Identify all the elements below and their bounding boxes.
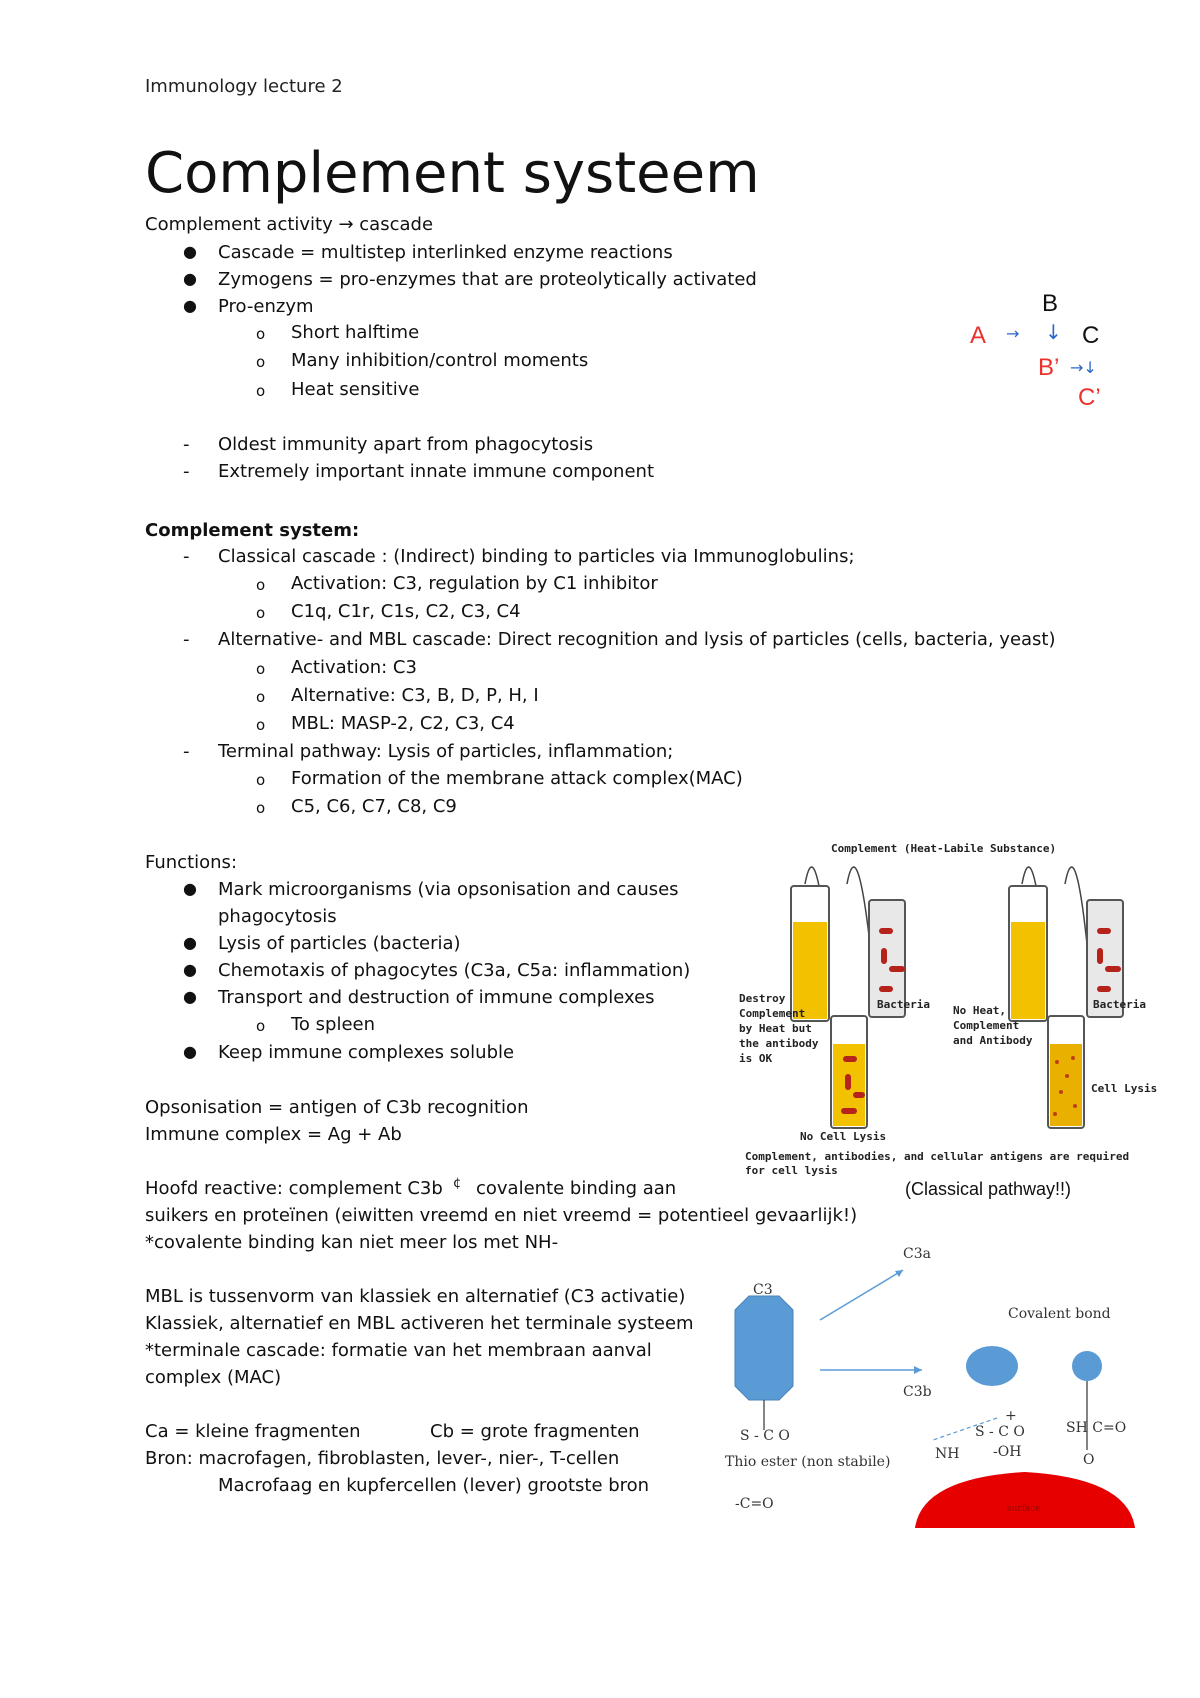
paragraph-text: Klassiek, alternatief en MBL activeren het terminale systeem xyxy=(145,1313,694,1334)
list-item: Extremely important innate immune component xyxy=(218,461,655,482)
dash-icon: - xyxy=(183,629,190,650)
paragraph-text: *terminale cascade: formatie van het membraan aanval xyxy=(145,1340,652,1361)
dash-icon: - xyxy=(183,461,190,482)
list-item: Classical cascade : (Indirect) binding to particles via Immunoglobulins; xyxy=(218,546,855,567)
tube-label: by Heat but xyxy=(739,1022,812,1035)
covalent-bond-label: Covalent bond xyxy=(1008,1306,1111,1322)
list-item: Keep immune complexes soluble xyxy=(218,1042,515,1063)
dash-icon: - xyxy=(183,741,190,762)
sub-bullet-icon: o xyxy=(256,688,266,706)
paragraph-text: Macrofaag en kupfercellen (lever) grootste bron xyxy=(218,1475,650,1496)
list-item: Mark microorganisms (via opsonisation and causes xyxy=(218,879,679,900)
list-item: C5, C6, C7, C8, C9 xyxy=(291,796,457,817)
list-item: Zymogens = pro-enzymes that are proteolytically activated xyxy=(218,269,757,290)
tube-label: is OK xyxy=(739,1052,773,1065)
definition-text: Immune complex = Ag + Ab xyxy=(145,1124,402,1145)
list-item: Alternative: C3, B, D, P, H, I xyxy=(291,685,539,706)
section-heading: Complement system: xyxy=(145,520,360,541)
tube-label: the antibody xyxy=(739,1037,819,1050)
tube-label: Bacteria xyxy=(1093,998,1146,1011)
section-heading: Functions: xyxy=(145,852,238,873)
list-item: Cascade = multistep interlinked enzyme reactions xyxy=(218,242,673,263)
sub-bullet-icon: o xyxy=(256,382,266,400)
c3-figure xyxy=(715,1240,1135,1530)
oxygen-atom: O xyxy=(1083,1452,1095,1468)
reaction-formula: S - C O xyxy=(975,1424,1025,1440)
arrow-right-icon: → xyxy=(1006,324,1020,343)
list-item: Pro-enzym xyxy=(218,296,314,317)
list-item: C1q, C1r, C1s, C2, C3, C4 xyxy=(291,601,521,622)
sub-bullet-icon: o xyxy=(256,353,266,371)
paragraph-text: complex (MAC) xyxy=(145,1367,282,1388)
list-item: Terminal pathway: Lysis of particles, inflammation; xyxy=(218,741,674,762)
tube-label: No Heat, xyxy=(953,1004,1006,1017)
arrow-down-icon: ↓ xyxy=(1045,320,1062,344)
tube-label: Destroy xyxy=(739,992,786,1005)
bullet-icon: ● xyxy=(183,296,197,315)
cascade-a: A xyxy=(970,322,987,349)
paragraph-text: MBL is tussenvorm van klassiek en alternatief (C3 activatie) xyxy=(145,1286,686,1307)
bullet-icon: ● xyxy=(183,960,197,979)
arrow-right-down-icon: →↓ xyxy=(1070,358,1097,377)
sub-bullet-icon: o xyxy=(256,576,266,594)
figure-caption: for cell lysis xyxy=(745,1164,838,1177)
paragraph-text: Hoofd reactive: complement C3b xyxy=(145,1178,443,1199)
cascade-c: C xyxy=(1082,322,1100,349)
sub-bullet-icon: o xyxy=(256,799,266,817)
cascade-diagram xyxy=(960,290,1110,420)
list-item: Oldest immunity apart from phagocytosis xyxy=(218,434,594,455)
c3a-label: C3a xyxy=(903,1246,931,1262)
list-item: Transport and destruction of immune complexes xyxy=(218,987,655,1008)
sub-bullet-icon: o xyxy=(256,660,266,678)
dash-icon: - xyxy=(183,434,190,455)
list-item: Activation: C3 xyxy=(291,657,417,678)
tube-figure xyxy=(735,836,1175,1176)
tube-label: Bacteria xyxy=(877,998,930,1011)
list-item: Many inhibition/control moments xyxy=(291,350,589,371)
paragraph-text: covalente binding aan xyxy=(476,1178,677,1199)
list-item: Activation: C3, regulation by C1 inhibitor xyxy=(291,573,658,594)
bullet-icon: ● xyxy=(183,933,197,952)
nh-group: NH xyxy=(935,1446,960,1462)
list-item: MBL: MASP-2, C2, C3, C4 xyxy=(291,713,515,734)
paragraph-text: Bron: macrofagen, fibroblasten, lever-, nier-, T-cellen xyxy=(145,1448,620,1469)
paragraph-text: *covalente binding kan niet meer los met NH- xyxy=(145,1232,559,1253)
list-item: phagocytosis xyxy=(218,906,337,927)
bullet-icon: ● xyxy=(183,242,197,261)
intro-lead: Complement activity → cascade xyxy=(145,214,434,235)
carbonyl-formula: -C=O xyxy=(735,1496,774,1512)
bullet-icon: ● xyxy=(183,1042,197,1061)
paragraph-text: Ca = kleine fragmenten xyxy=(145,1421,361,1442)
thioester-label: Thio ester (non stabile) xyxy=(725,1454,891,1470)
list-item: Formation of the membrane attack complex(MAC) xyxy=(291,768,743,789)
tube-label: No Cell Lysis xyxy=(800,1130,887,1143)
sub-bullet-icon: o xyxy=(256,716,266,734)
c3b-label: C3b xyxy=(903,1384,932,1400)
cent-symbol: ¢ xyxy=(453,1176,462,1191)
c3-label: C3 xyxy=(753,1282,773,1298)
oh-group: -OH xyxy=(993,1444,1022,1460)
paragraph-text: suikers en proteïnen (eiwitten vreemd en niet vreemd = potentieel gevaarlijk!) xyxy=(145,1205,858,1226)
list-item: Short halftime xyxy=(291,322,420,343)
tube-label: Cell Lysis xyxy=(1091,1082,1158,1095)
paragraph-text: Cb = grote fragmenten xyxy=(430,1421,640,1442)
surface-label: surface xyxy=(1007,1504,1041,1514)
document-header: Immunology lecture 2 xyxy=(145,76,343,97)
tube-label: and Antibody xyxy=(953,1034,1033,1047)
bullet-icon: ● xyxy=(183,879,197,898)
bullet-icon: ● xyxy=(183,987,197,1006)
dash-icon: - xyxy=(183,546,190,567)
list-item: Chemotaxis of phagocytes (C3a, C5a: inflammation) xyxy=(218,960,691,981)
cascade-b: B xyxy=(1042,290,1059,317)
sub-bullet-icon: o xyxy=(256,1017,266,1035)
list-item: Heat sensitive xyxy=(291,379,420,400)
list-item: Alternative- and MBL cascade: Direct recognition and lysis of particles (cells, bacteria, yeast) xyxy=(218,629,1056,650)
list-item: Lysis of particles (bacteria) xyxy=(218,933,461,954)
plus-sign: + xyxy=(1005,1408,1017,1424)
tube-label: Complement xyxy=(953,1019,1020,1032)
thioester-formula: S - C O xyxy=(740,1428,790,1444)
list-item: To spleen xyxy=(291,1014,376,1035)
page-title: Complement systeem xyxy=(145,141,760,206)
figure-caption: Complement, antibodies, and cellular antigens are required xyxy=(745,1150,1130,1163)
classical-pathway-label: (Classical pathway!!) xyxy=(905,1179,1072,1199)
sub-bullet-icon: o xyxy=(256,771,266,789)
sub-bullet-icon: o xyxy=(256,325,266,343)
cascade-b-prime: B’ xyxy=(1038,354,1060,381)
definition-text: Opsonisation = antigen of C3b recognition xyxy=(145,1097,529,1118)
tube-label: Complement xyxy=(739,1007,806,1020)
cascade-c-prime: C’ xyxy=(1078,384,1101,411)
bullet-icon: ● xyxy=(183,269,197,288)
figure-title: Complement (Heat-Labile Substance) xyxy=(831,842,1057,855)
sub-bullet-icon: o xyxy=(256,604,266,622)
sh-group: SH C=O xyxy=(1066,1420,1127,1436)
